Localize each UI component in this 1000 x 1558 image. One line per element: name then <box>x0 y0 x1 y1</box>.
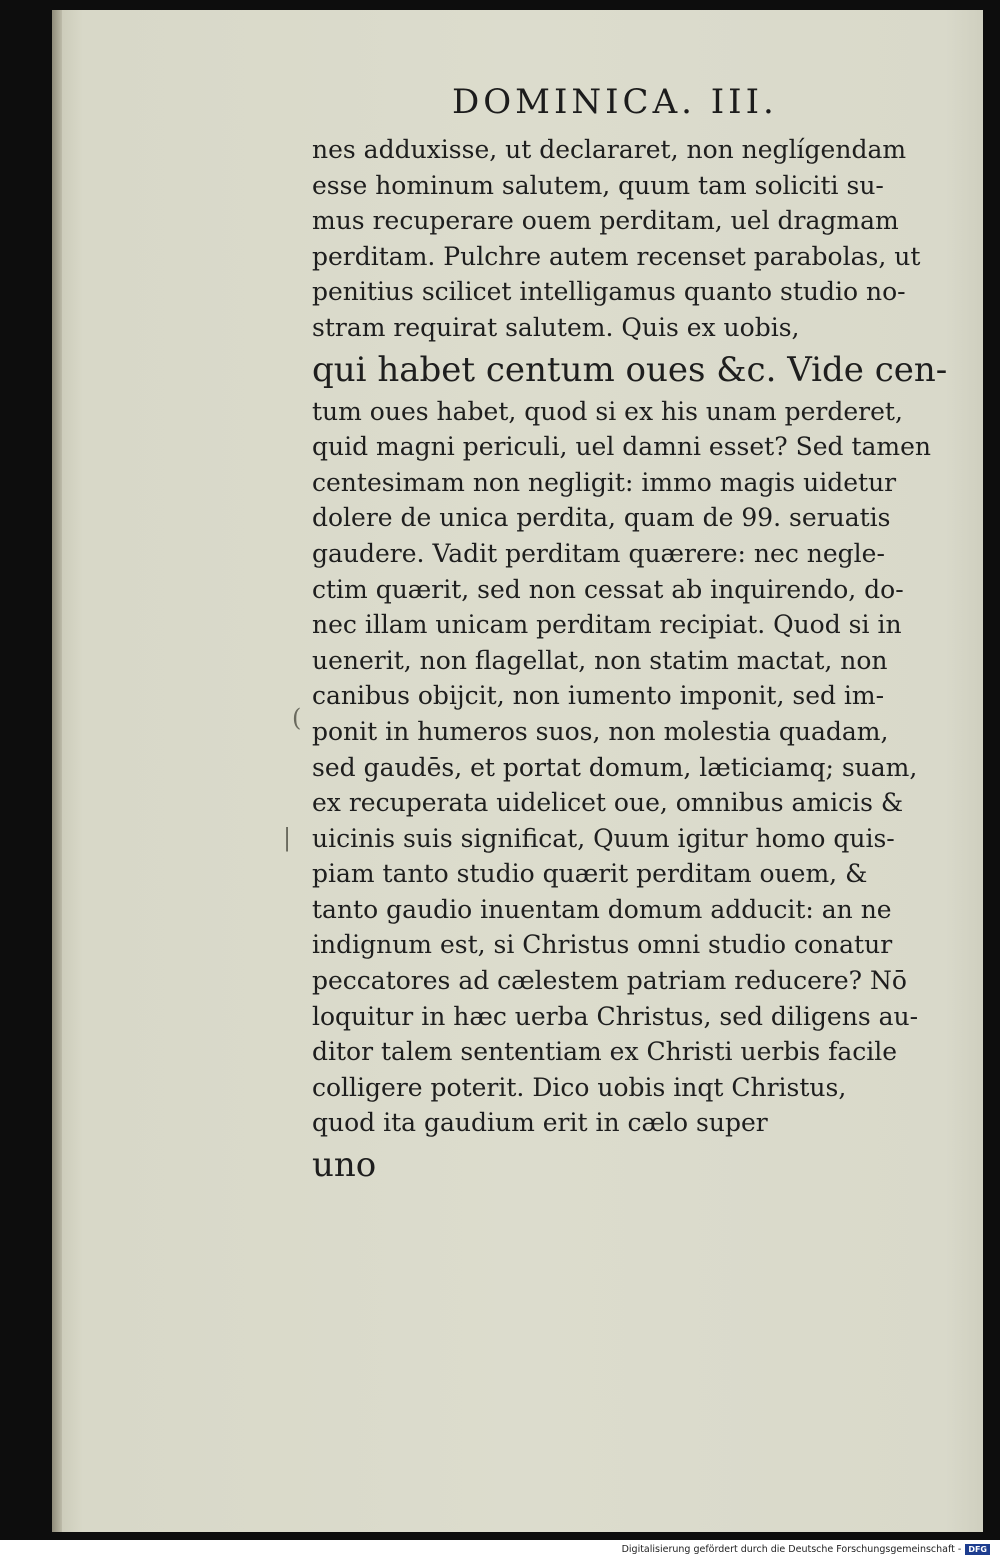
text-line: indignum est, si Christus omni studio conatur <box>312 930 893 960</box>
text-line: mus recuperare ouem perditam, uel dragmam <box>312 206 899 236</box>
text-line: quod ita gaudium erit in cælo super <box>312 1108 768 1138</box>
text-line: tum oues habet, quod si ex his unam perderet, <box>312 396 903 426</box>
text-line: uicinis suis significat, Quum igitur homo quis- <box>312 823 895 853</box>
catchword <box>312 1189 967 1225</box>
text-line: gaudere. Vadit perditam quærere: nec negle- <box>312 538 885 568</box>
text-line: loquitur in hæc uerba Christus, sed diligens au- <box>312 1001 919 1031</box>
text-line: uenerit, non flagellat, non statim mactat, non <box>312 645 888 675</box>
text-line-large: qui habet centum oues &c. Vide cen- <box>312 349 948 390</box>
text-line: ditor talem sententiam ex Christi uerbis facile <box>312 1037 898 1067</box>
text-line: stram requirat salutem. Quis ex uobis, <box>312 312 800 342</box>
margin-mark: ( <box>292 704 302 732</box>
text-line: tanto gaudio inuentam domum adducit: an ne <box>312 894 892 924</box>
text-line: piam tanto studio quærit perditam ouem, & <box>312 859 868 889</box>
text-line: ponit in humeros suos, non molestia quadam, <box>312 716 889 746</box>
text-line: quid magni periculi, uel damni esset? Sed tamen <box>312 432 932 462</box>
text-line: canibus obijcit, non iumento imponit, sed im- <box>312 681 885 711</box>
text-line: esse hominum salutem, quum tam soliciti su- <box>312 170 884 200</box>
text-line: dolere de unica perdita, quam de 99. seruatis <box>312 503 891 533</box>
text-line: sed gaudēs, et portat domum, læticiamq; suam, <box>312 752 918 782</box>
body-text <box>312 132 967 1225</box>
text-line: ctim quærit, sed non cessat ab inquirendo, do- <box>312 574 904 604</box>
running-head: DOMINICA. III. <box>452 82 778 122</box>
text-line: nec illam unicam perditam recipiat. Quod si in <box>312 610 902 640</box>
text-line: perditam. Pulchre autem recenset parabolas, ut <box>312 241 921 271</box>
footer-text: Digitalisierung gefördert durch die Deutsche Forschungsgemeinschaft - <box>621 1544 962 1555</box>
margin-mark: | <box>283 824 292 852</box>
page-edge <box>52 10 62 1532</box>
digitization-footer <box>0 1541 990 1558</box>
text-line: penitius scilicet intelligamus quanto studio no- <box>312 277 906 307</box>
dfg-logo: DFG <box>965 1544 990 1555</box>
text-line: colligere poterit. Dico uobis inqt Christus, <box>312 1072 847 1102</box>
text-line: ex recuperata uidelicet oue, omnibus amicis & <box>312 788 904 818</box>
text-line: peccatores ad cælestem patriam reducere? Nō <box>312 966 907 996</box>
text-line-large: uno <box>312 1145 377 1186</box>
text-line: nes adduxisse, ut declararet, non neglígendam <box>312 135 907 164</box>
text-line: centesimam non negligit: immo magis uidetur <box>312 467 897 497</box>
